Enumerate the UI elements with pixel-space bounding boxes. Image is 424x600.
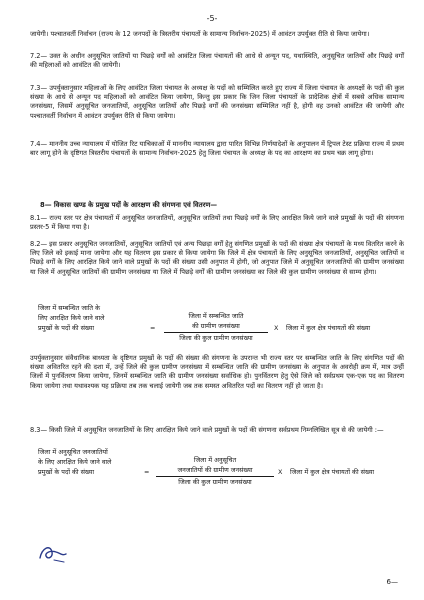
formula-1-numerator-bottom: की ग्रामीण जनसंख्या [192,322,240,330]
formula-2-numerator-top: जिला में अनुसूचित [193,456,237,464]
formula-2-left-2: के लिए आरक्षित किये जाने वाले [38,458,112,466]
page-continuation-note: 6— [386,578,398,586]
formula-1-numerator-top: जिला में सम्बन्धित जाति [188,312,244,320]
formula-2-denominator: जिला की कुल ग्रामीण जनसंख्या [178,478,252,486]
page-number: -5- [206,14,218,23]
formula-1-left-3: प्रमुखों के पदों की संख्या [38,324,95,332]
formula-2-fraction-bar [156,476,274,477]
para-8-1: 8.1— राज्य स्तर पर क्षेत्र पंचायतों में अनुसूचित जनजातियों, अनुसूचित जातियों तथा पिछड़े वर्गों के लिए आरक्षित किये जाने वाले प्रमुखों के पदों की संगणना प्रस्तर-5 में किया गया है। [30,214,404,232]
formula-2-numerator-bottom: जनजातियों की ग्रामीण जनसंख्या [177,466,253,474]
formula-2-multiply: X [278,468,283,476]
formula-1-left-1: जिला में सम्बन्धित जाति के [38,304,100,312]
formula-1-right-term: जिला में कुल क्षेत्र पंचायतों की संख्या [286,324,371,332]
signature-mark [36,540,70,566]
para-8-3: 8.3— किसी जिले में अनुसूचित जनजातियों के लिए आरक्षित किये जाने वाले प्रमुखों के पदों की संगणना सर्वप्रथम निम्नलिखित सूत्र से की जायेगी :— [30,426,384,434]
formula-1-multiply: X [274,324,279,332]
formula-1-fraction-bar [164,332,268,333]
para-7-3: 7.3— उपर्युक्तानुसार महिलाओं के लिए आवंटित जिला पंचायत के अध्यक्ष के पदों को सम्मिलित करते हुए राज्य में जिला पंचायत के अध्यक्षों के पदों की कुल संख्या के आधे से अन्यून पद महिलाओं को आवंटित किया जायेगा, किन्तु इस प्रकार कि जिन जिला पंचायतों के प्रादेशिक क्षेत्रों में सबसे अधिक सामान्य जनसंख्या, जिसमें अनुसूचित जनजातियों, अनुसूचित जातियों और पिछड़े वर्गों की जनसंख्या सम्मिलित नहीं है, होगी वह उनको आवंटित की जायेगी और पश्चातवर्ती निर्वाचन में आवंटन उपर्युक्त रीति से किया जायेगा। [30,84,404,120]
intro-paragraph: जायेगी। पश्चातवर्ती निर्वाचन (राज्य के 12 जनपदों के त्रिस्तरीय पंचायतों के सामान्य निर्वाचन-2025) में आवंटन उपर्युक्त रीति से किया जायेगा। [30,30,370,38]
para-8-2: 8.2— इस प्रकार अनुसूचित जनजातियों, अनुसूचित जातियों एवं अन्य पिछड़ा वर्गों हेतु संगणित प्रमुखों के पदों की संख्या क्षेत्र पंचायतों के मध्य वितरित करने के लिए जिले को इकाई माना जायेगा और यह वितरण इस प्रकार से किया जायेगा कि जिले में क्षेत्र पंचायतों के लिए अनुसूचित जनजातियों, अनुसूचित जातियों व पिछड़े वर्गों के लिए आरक्षित किये जाने वाले प्रमुखों के पदों की संख्या उसी अनुपात में होगी, जो अनुपात जिले में अनुसूचित जनजातियों की ग्रामीण जनसंख्या या जिले में अनुसूचित जातियों की ग्रामीण जनसंख्या या जिले में पिछड़े वर्गों की ग्रामीण जनसंख्या का जिले की कुल ग्रामीण जनसंख्या से साम्य होगा। [30,240,404,276]
formula-1-left-2: लिए आरक्षित किये जाने वाले [38,314,105,322]
formula-2-right-term: जिला में कुल क्षेत्र पंचायतों की संख्या [290,468,375,476]
para-7-2: 7.2— उक्त के अधीन अनुसूचित जातियों या पिछड़े वर्गों को आवंटित जिला पंचायतों की आधे से अन्यून पद, यथास्थिति, अनुसूचित जातियों और पिछड़े वर्गों की महिलाओं को आवंटित की जायेगी। [30,52,404,70]
formula-2-left-1: जिला में अनुसूचित जनजातियों [38,448,108,456]
section-8-heading: 8— विकास खण्ड के प्रमुख पदों के आरक्षण की संगणना एवं वितरण— [40,201,218,209]
formula-2-left-3: प्रमुखों के पदों की संख्या [38,468,95,476]
formula-2-equals: = [144,468,150,476]
formula-1-equals: = [150,324,156,332]
para-redistribution: उपर्युक्तानुसार संवैधानिक बाध्यता के दृष्टिगत प्रमुखों के पदों की संख्या की संगणना के उपरान्त भी राज्य स्तर पर सम्बन्धित जाति के लिए संगणित पदों की संख्या अवितरित रहने की दशा में, उन्हें जिले की कुल ग्रामीण जनसंख्या में सम्बन्धित जाति की ग्रामीण जनसंख्या के अनुपात के अवरोही क्रम में, मात्र उन्हीं जिलों में पुनर्वितरण किया जायेगा, जिनमें सम्बन्धित जाति की ग्रामीण जनसंख्या सर्वाधिक हो। पुनर्वितरण हेतु ऐसे जिले को सर्वप्रथम एक-एक पद का वितरण किया जायेगा तथा यथावश्यक यह प्रक्रिया तब तक चलाई जायेगी जब तक समस्त अवितरित पदों का वितरण नहीं हो जाता है। [30,354,404,390]
formula-1-denominator: जिला की कुल ग्रामीण जनसंख्या [179,334,253,342]
para-7-4: 7.4— माननीय उच्च न्यायालय में योजित रिट याचिकाओं में माननीय न्यायालय द्वारा पारित विभिन्न निर्णयादेशों के अनुपालन में ट्रिपल टेस्ट प्रक्रिया राज्य में प्रथम बार लागू होने के दृष्टिगत त्रिस्तरीय पंचायतों के सामान्य निर्वाचन-2025 हेतु जिला पंचायत के अध्यक्ष के पद का आरक्षण का प्रथम चक्र लागू होगा। [30,140,404,158]
